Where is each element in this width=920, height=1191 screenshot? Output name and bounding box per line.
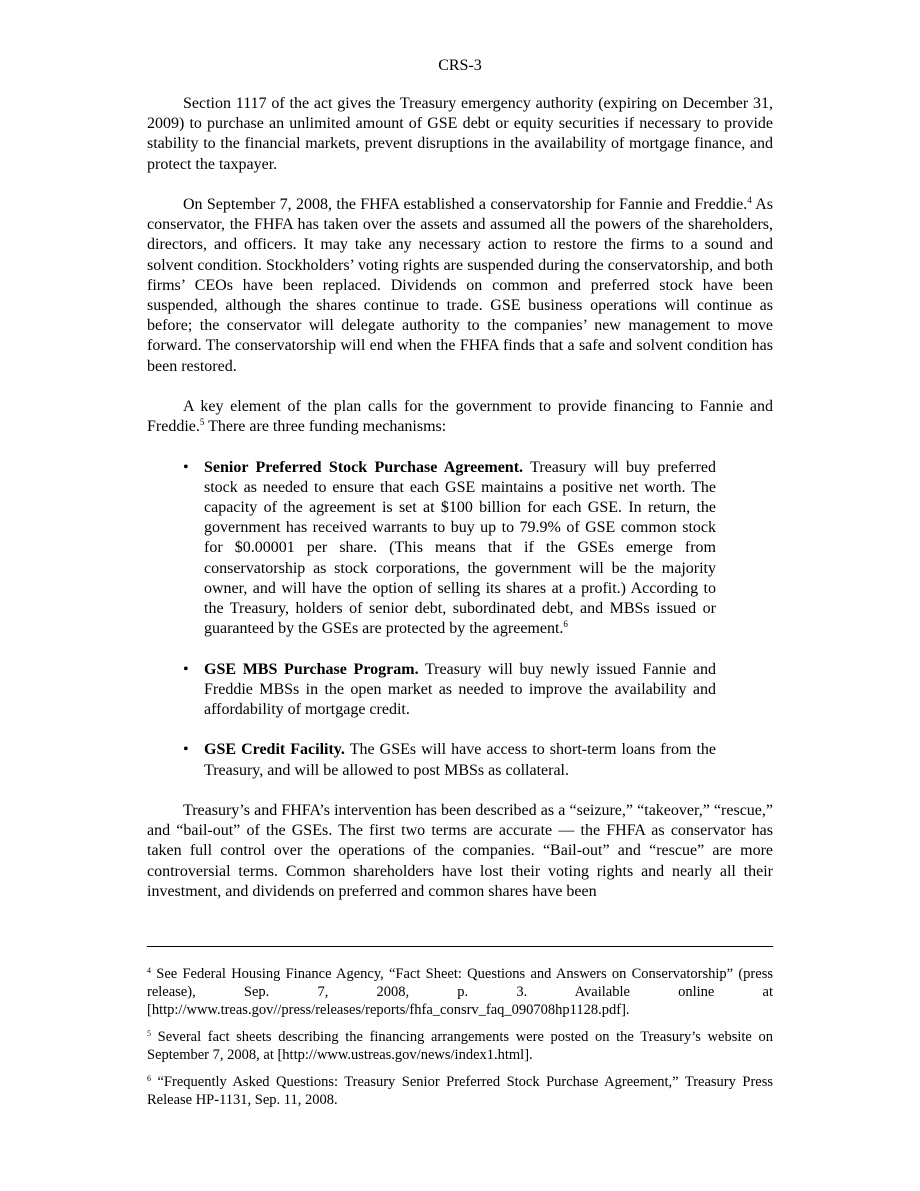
footnote-text: See Federal Housing Finance Agency, “Fact Sheet: Questions and Answers on Conservatorship” (press release), Sep. 7, 2008, p. 3. Available online at [http://www.treas.gov//press/releases/reports/fhfa_consrv_faq_090708hp1128.pdf]. (147, 966, 773, 1018)
page-number: CRS-3 (438, 57, 482, 74)
funding-mechanisms-list (147, 458, 773, 781)
bullet-title: GSE Credit Facility. (204, 741, 345, 759)
footnote-5 (147, 1028, 773, 1064)
footnote-text: “Frequently Asked Questions: Treasury Senior Preferred Stock Purchase Agreement,” Treasury Press Release HP-1131, Sep. 11, 2008. (147, 1074, 773, 1108)
footnote-6 (147, 1073, 773, 1109)
footnotes (147, 965, 773, 1118)
list-item (183, 660, 717, 721)
paragraph-text: Treasury’s and FHFA’s intervention has been described as a “seizure,” “takeover,” “rescue,” and “bail-out” of the GSEs. The first two terms are accurate — the FHFA as conservator has taken full control over the operations of the companies. “Bail-out” and “rescue” are more controversial terms. Common shareholders have lost their voting rights and nearly all their investment, and dividends on preferred and common shares have been (147, 802, 773, 900)
footnote-number: 6 (147, 1074, 151, 1083)
footnote-text: Several fact sheets describing the financing arrangements were posted on the Treasury’s website on September 7, 2008, at [http://www.ustreas.gov/news/index1.html]. (147, 1029, 773, 1063)
bullet-text: The GSEs will have access to short-term loans from the Treasury, and will be allowed to post MBSs as collateral. (204, 741, 717, 779)
footnote-number: 4 (147, 966, 151, 975)
bullet-text: Treasury will buy newly issued Fannie and Freddie MBSs in the open market as needed to improve the availability and affordability of mortgage credit. (204, 660, 717, 719)
bullet-icon: • (183, 660, 189, 678)
paragraph-financing (147, 397, 773, 437)
paragraph-conservatorship (147, 195, 773, 377)
paragraph-text: Section 1117 of the act gives the Treasury emergency authority (expiring on December 31, 2009) to purchase an unlimited amount of GSE debt or equity securities if necessary to provide stability to the financial markets, prevent disruptions in the availability of mortgage finance, and protect the taxpayer. (147, 95, 773, 173)
list-item (183, 458, 716, 640)
paragraph-text: There are three funding mechanisms: (204, 418, 447, 436)
paragraph-text: On September 7, 2008, the FHFA established a conservatorship for Fannie and Freddie. (183, 196, 748, 213)
footnote-divider (147, 946, 773, 947)
bullet-title: Senior Preferred Stock Purchase Agreement. (204, 458, 524, 476)
footnote-ref-4[interactable]: 4 (747, 195, 752, 205)
bullet-icon: • (183, 741, 189, 759)
bullet-icon: • (183, 458, 189, 476)
footnote-number: 5 (147, 1029, 151, 1038)
body-text (147, 94, 773, 922)
list-item (183, 740, 717, 780)
footnote-ref-5[interactable]: 5 (199, 417, 205, 428)
paragraph-text: As conservator, the FHFA has taken over the assets and assumed all the powers of the shareholders, directors, and officers. It may take any necessary action to restore the firms to a sound and solvent condition. Stockholders’ voting rights are suspended during the conservatorship, and both firms’ CEOs have been replaced. Dividends on common and preferred stock have been suspended, although the shares continue to trade. GSE business operations will continue as before; the conservator will delegate authority to the companies’ new management to move forward. The conservatorship will end when the FHFA finds that a safe and solvent condition has been restored. (147, 196, 773, 375)
bullet-text: Treasury will buy preferred stock as needed to ensure that each GSE maintains a positive net worth. The capacity of the agreement is set at $100 billion for each GSE. In return, the government has received warrants to buy up to 79.9% of GSE common stock for $0.00001 per share. (This means that if the GSEs emerge from conservatorship as stock corporations, the government will be the majority owner, and will have the option of selling its shares at a profit.) According to the Treasury, holders of senior debt, subordinated debt, and MBSs issued or guaranteed by the GSEs are protected by the agreement. (204, 458, 716, 638)
bullet-title: GSE MBS Purchase Program. (204, 660, 419, 678)
paragraph-section-1117 (147, 94, 773, 175)
footnote-ref-6[interactable]: 6 (563, 619, 568, 630)
paragraph-text: A key element of the plan calls for the government to provide financing to Fannie and Freddie. (147, 398, 773, 436)
footnote-4 (147, 965, 773, 1019)
paragraph-intervention (147, 801, 773, 902)
